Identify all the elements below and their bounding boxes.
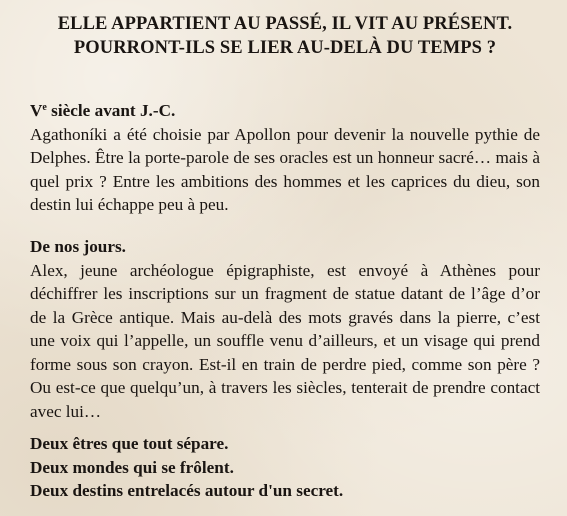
headline (30, 12, 540, 60)
closing-line-2: Deux mondes qui se frôlent. (30, 457, 234, 477)
back-cover-text (30, 12, 540, 500)
section-antiquity (30, 99, 540, 217)
section-antiquity-title-text: siècle avant J.-C. (46, 101, 176, 120)
century-numeral: V (30, 101, 43, 120)
section-present-title: De nos jours. (30, 237, 126, 256)
section-antiquity-body: Agathoníki a été choisie par Apollon pour devenir la nouvelle pythie de Delphes. Être la porte-parole de ses oracles est un honneur sacré… mais à quel prix ? Entre les ambitions des hommes et les caprices du dieu, son destin lui échappe peu à peu. (30, 124, 540, 214)
section-antiquity-title (30, 99, 540, 123)
closing-line-1: Deux êtres que tout sépare. (30, 434, 229, 453)
section-present-body: Alex, jeune archéologue épigraphiste, est envoyé à Athènes pour déchiffrer les inscriptions sur un fragment de statue datant de l’âge d’or de la Grèce antique. Mais au-delà des mots gravés dans la pierre, c’est une voix qui l’appelle, un souffle venu d’ailleurs, et un visage qui prend forme sous son crayon. Est-il en train de perdre pied, comme son père ? Ou est-ce que quelqu’un, à travers les siècles, tenterait de prendre contact avec lui… (30, 260, 540, 421)
closing-line-3: Deux destins entrelacés autour d'un secret. (30, 481, 344, 500)
headline-line-2: POURRONT-ILS SE LIER AU-DELÀ DU TEMPS ? (73, 38, 497, 58)
closing-lines (30, 432, 540, 503)
century-superscript: e (42, 102, 47, 113)
section-present (30, 235, 540, 423)
headline-line-1: ELLE APPARTIENT AU PASSÉ, IL VIT AU PRÉSENT. (57, 14, 513, 34)
